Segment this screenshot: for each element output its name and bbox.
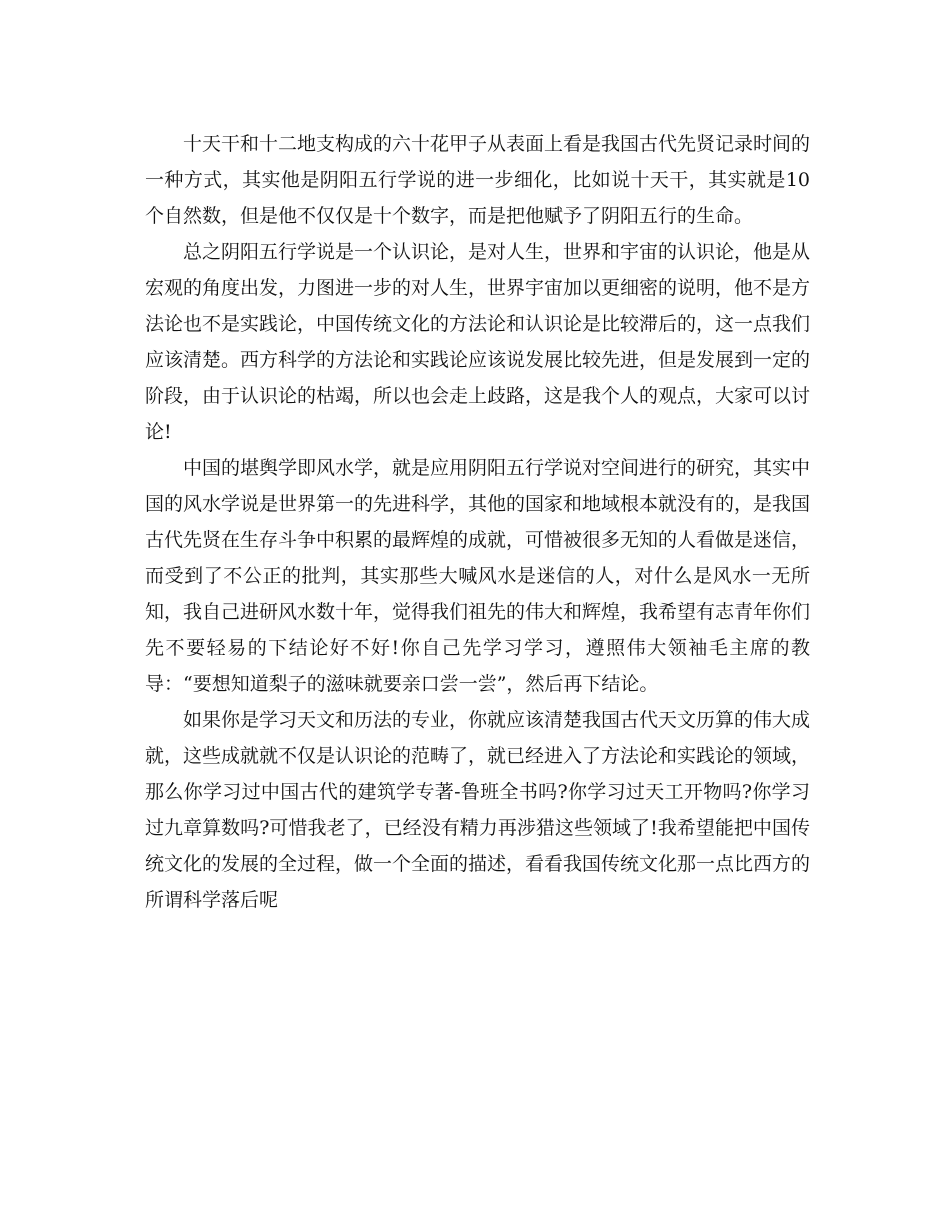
document-body [145,126,810,918]
paragraph-1: 十天干和十二地支构成的六十花甲子从表面上看是我国古代先贤记录时间的一种方式，其实他是阴阳五行学说的进一步细化，比如说十天干，其实就是10个自然数，但是他不仅仅是十个数字，而是把他赋予了阴阳五行的生命。 [145,133,811,227]
paragraph-2: 总之阴阳五行学说是一个认识论，是对人生，世界和宇宙的认识论，他是从宏观的角度出发，力图进一步的对人生，世界宇宙加以更细密的说明，他不是方法论也不是实践论，中国传统文化的方法论和认识论是比较滞后的，这一点我们应该清楚。西方科学的方法论和实践论应该说发展比较先进，但是发展到一定的阶段，由于认识论的枯竭，所以也会走上歧路，这是我个人的观点，大家可以讨论! [145,241,811,443]
paragraph-4: 如果你是学习天文和历法的专业，你就应该清楚我国古代天文历算的伟大成就，这些成就就不仅是认识论的范畴了，就已经进入了方法论和实践论的领域，那么你学习过中国古代的建筑学专著-鲁班全书吗?你学习过天工开物吗?你学习过九章算数吗?可惜我老了，已经没有精力再涉猎这些领域了!我希望能把中国传统文化的发展的全过程，做一个全面的描述，看看我国传统文化那一点比西方的所谓科学落后呢 [145,709,811,911]
paragraph-3: 中国的堪舆学即风水学，就是应用阴阳五行学说对空间进行的研究，其实中国的风水学说是世界第一的先进科学，其他的国家和地域根本就没有的，是我国古代先贤在生存斗争中积累的最辉煌的成就，可惜被很多无知的人看做是迷信，而受到了不公正的批判，其实那些大喊风水是迷信的人，对什么是风水一无所知，我自己进研风水数十年，觉得我们祖先的伟大和辉煌，我希望有志青年你们先不要轻易的下结论好不好!你自己先学习学习，遵照伟大领袖毛主席的教导：“要想知道梨子的滋味就要亲口尝一尝”，然后再下结论。 [145,457,811,695]
